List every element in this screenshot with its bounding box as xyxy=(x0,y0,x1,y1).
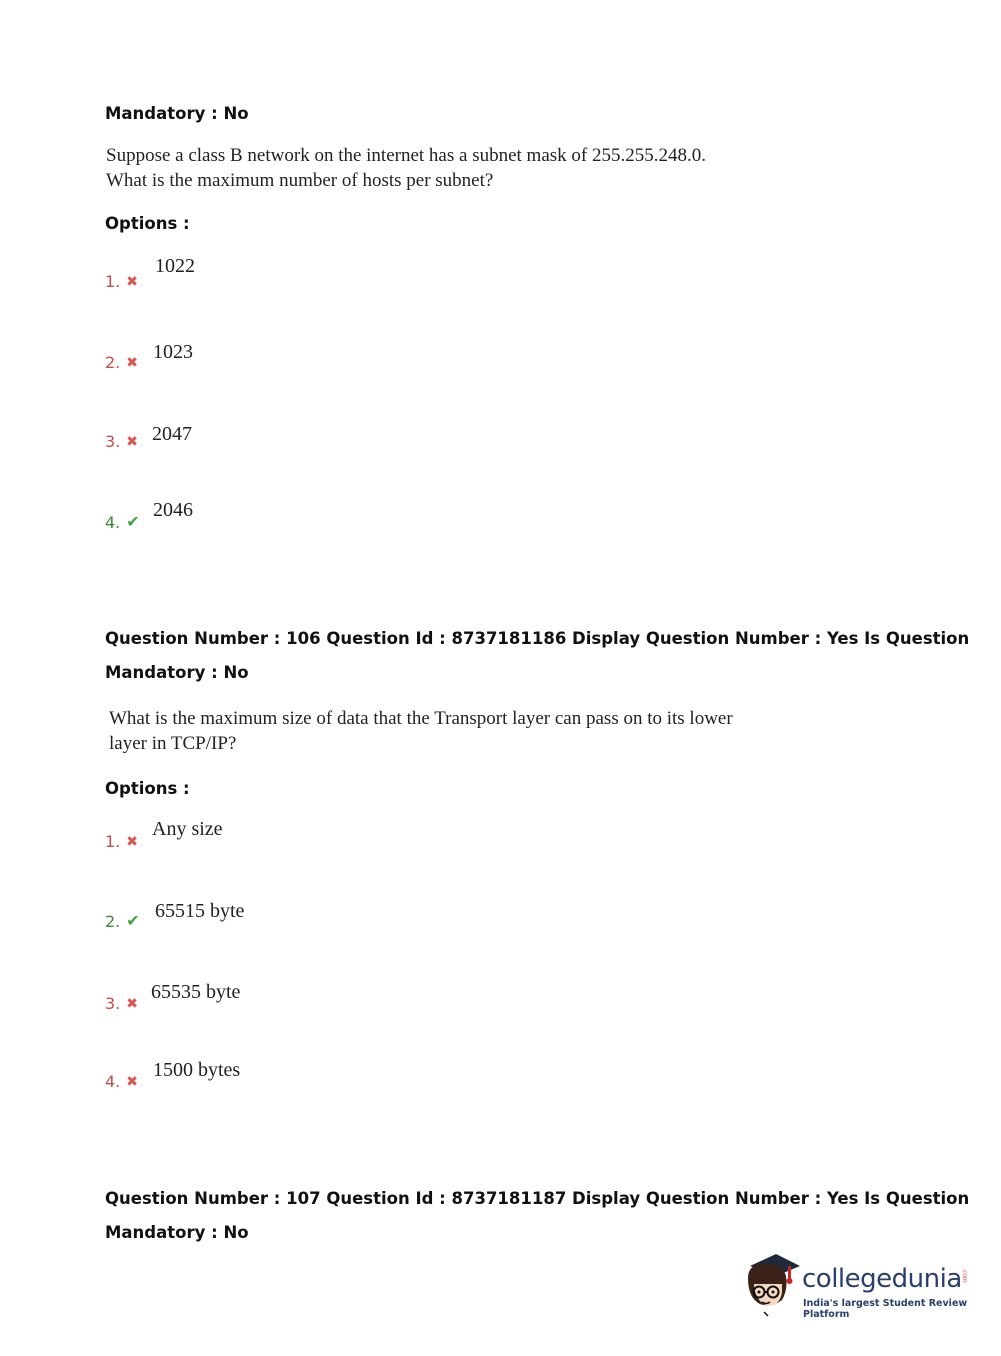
q106-mandatory: Mandatory : No xyxy=(105,663,249,682)
q106-option-4 xyxy=(105,1072,138,1091)
q106-question-line-2: layer in TCP/IP? xyxy=(109,733,237,754)
q106-options-label: Options : xyxy=(105,779,190,798)
q107-mandatory: Mandatory : No xyxy=(105,1223,249,1242)
q105-option-4 xyxy=(105,512,140,532)
option-number: 2. xyxy=(105,912,121,931)
mascot-icon xyxy=(742,1250,802,1318)
q105-options-label: Options : xyxy=(105,214,190,233)
q105-option-2-text: 1023 xyxy=(153,341,193,363)
option-number: 3. xyxy=(105,432,121,451)
option-number: 3. xyxy=(105,994,121,1013)
option-number: 4. xyxy=(105,1072,121,1091)
logo-suffix: .com xyxy=(961,1268,968,1283)
q105-option-4-text: 2046 xyxy=(153,499,193,521)
collegedunia-logo xyxy=(742,1250,972,1320)
check-icon: ✔ xyxy=(126,512,140,531)
q106-option-2 xyxy=(105,911,140,931)
option-number: 2. xyxy=(105,353,121,372)
check-icon: ✔ xyxy=(126,911,140,930)
q106-header: Question Number : 106 Question Id : 8737181186 Display Question Number : Yes Is Question xyxy=(105,629,970,648)
q105-question-text xyxy=(106,143,706,193)
q105-option-3 xyxy=(105,432,138,451)
q106-question-text xyxy=(109,706,733,756)
q105-question-line-2: What is the maximum number of hosts per subnet? xyxy=(106,170,494,191)
q106-question-line-1: What is the maximum size of data that the Transport layer can pass on to its lower xyxy=(109,708,733,729)
cross-icon: ✖ xyxy=(126,834,138,850)
option-number: 1. xyxy=(105,272,121,291)
q106-option-1 xyxy=(105,832,138,851)
q105-option-1 xyxy=(105,272,138,291)
cross-icon: ✖ xyxy=(126,434,138,450)
q106-option-3-text: 65535 byte xyxy=(151,981,241,1003)
logo-name: collegedunia xyxy=(802,1264,962,1294)
cross-icon: ✖ xyxy=(126,274,138,290)
cross-icon: ✖ xyxy=(126,1074,138,1090)
q105-option-3-text: 2047 xyxy=(152,423,192,445)
q105-question-line-1: Suppose a class B network on the internet has a subnet mask of 255.255.248.0. xyxy=(106,145,706,166)
cross-icon: ✖ xyxy=(126,355,138,371)
q105-option-2 xyxy=(105,353,138,372)
q106-option-4-text: 1500 bytes xyxy=(153,1059,241,1081)
q106-option-1-text: Any size xyxy=(152,818,223,840)
logo-tagline: India's largest Student Review Platform xyxy=(803,1298,968,1320)
option-number: 4. xyxy=(105,513,121,532)
q106-option-2-text: 65515 byte xyxy=(155,900,245,922)
q105-option-1-text: 1022 xyxy=(155,255,195,277)
q107-header: Question Number : 107 Question Id : 8737181187 Display Question Number : Yes Is Question xyxy=(105,1189,970,1208)
cross-icon: ✖ xyxy=(126,996,138,1012)
q106-option-3 xyxy=(105,994,138,1013)
q105-mandatory: Mandatory : No xyxy=(105,104,249,123)
option-number: 1. xyxy=(105,832,121,851)
